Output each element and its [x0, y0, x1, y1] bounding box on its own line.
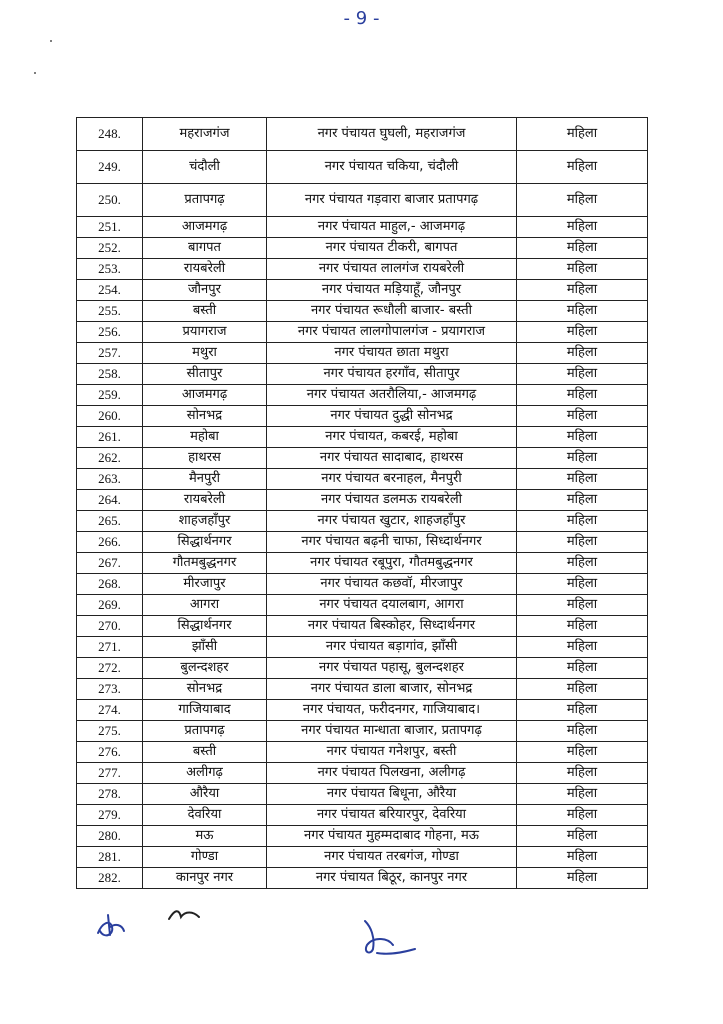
category-cell: महिला [517, 118, 648, 151]
nagar-panchayat-cell: नगर पंचायत चकिया, चंदौली [267, 151, 517, 184]
serial-number-cell: 279. [77, 805, 143, 826]
district-cell: सोनभद्र [143, 406, 267, 427]
table-row [77, 259, 648, 280]
serial-number-cell: 269. [77, 595, 143, 616]
nagar-panchayat-cell: नगर पंचायत पिलखना, अलीगढ़ [267, 763, 517, 784]
district-cell: आगरा [143, 595, 267, 616]
table-row [77, 343, 648, 364]
district-cell: आजमगढ़ [143, 217, 267, 238]
district-cell: बागपत [143, 238, 267, 259]
category-cell: महिला [517, 532, 648, 553]
category-cell: महिला [517, 658, 648, 679]
district-cell: शाहजहाँपुर [143, 511, 267, 532]
nagar-panchayat-cell: नगर पंचायत छाता मथुरा [267, 343, 517, 364]
category-cell: महिला [517, 406, 648, 427]
table-row [77, 151, 648, 184]
table-row [77, 742, 648, 763]
table-row [77, 301, 648, 322]
category-cell: महिला [517, 280, 648, 301]
table-row [77, 700, 648, 721]
district-cell: बस्ती [143, 301, 267, 322]
table-row [77, 385, 648, 406]
serial-number-cell: 264. [77, 490, 143, 511]
serial-number-cell: 259. [77, 385, 143, 406]
table-row [77, 868, 648, 889]
table-row [77, 118, 648, 151]
serial-number-cell: 274. [77, 700, 143, 721]
district-cell: औरैया [143, 784, 267, 805]
signature-left [90, 905, 130, 945]
table-row [77, 658, 648, 679]
table-row [77, 784, 648, 805]
district-cell: रायबरेली [143, 259, 267, 280]
reservation-table [76, 117, 648, 889]
district-cell: प्रतापगढ़ [143, 721, 267, 742]
district-cell: महराजगंज [143, 118, 267, 151]
category-cell: महिला [517, 700, 648, 721]
district-cell: मऊ [143, 826, 267, 847]
nagar-panchayat-cell: नगर पंचायत तरबगंज, गोण्डा [267, 847, 517, 868]
nagar-panchayat-cell: नगर पंचायत मड़ियाहूँ, जौनपुर [267, 280, 517, 301]
table-row [77, 406, 648, 427]
category-cell: महिला [517, 868, 648, 889]
category-cell: महिला [517, 343, 648, 364]
serial-number-cell: 256. [77, 322, 143, 343]
table-row [77, 805, 648, 826]
table-row [77, 721, 648, 742]
nagar-panchayat-cell: नगर पंचायत डलमऊ रायबरेली [267, 490, 517, 511]
nagar-panchayat-cell: नगर पंचायत सादाबाद, हाथरस [267, 448, 517, 469]
serial-number-cell: 250. [77, 184, 143, 217]
table-row [77, 826, 648, 847]
nagar-panchayat-cell: नगर पंचायत बिस्कोहर, सिध्दार्थनगर [267, 616, 517, 637]
serial-number-cell: 278. [77, 784, 143, 805]
serial-number-cell: 251. [77, 217, 143, 238]
nagar-panchayat-cell: नगर पंचायत हरगाँव, सीतापुर [267, 364, 517, 385]
table-row [77, 763, 648, 784]
category-cell: महिला [517, 805, 648, 826]
table-row [77, 637, 648, 658]
nagar-panchayat-cell: नगर पंचायत बड़ागांव, झाँसी [267, 637, 517, 658]
district-cell: बस्ती [143, 742, 267, 763]
serial-number-cell: 280. [77, 826, 143, 847]
nagar-panchayat-cell: नगर पंचायत खुटार, शाहजहाँपुर [267, 511, 517, 532]
table-row [77, 448, 648, 469]
serial-number-cell: 277. [77, 763, 143, 784]
nagar-panchayat-cell: नगर पंचायत, फरीदनगर, गाजियाबाद। [267, 700, 517, 721]
category-cell: महिला [517, 490, 648, 511]
signature-center [345, 915, 425, 960]
serial-number-cell: 257. [77, 343, 143, 364]
district-cell: झाँसी [143, 637, 267, 658]
serial-number-cell: 249. [77, 151, 143, 184]
category-cell: महिला [517, 259, 648, 280]
category-cell: महिला [517, 553, 648, 574]
nagar-panchayat-cell: नगर पंचायत डाला बाजार, सोनभद्र [267, 679, 517, 700]
category-cell: महिला [517, 364, 648, 385]
category-cell: महिला [517, 301, 648, 322]
category-cell: महिला [517, 595, 648, 616]
category-cell: महिला [517, 448, 648, 469]
serial-number-cell: 281. [77, 847, 143, 868]
category-cell: महिला [517, 427, 648, 448]
category-cell: महिला [517, 217, 648, 238]
serial-number-cell: 268. [77, 574, 143, 595]
category-cell: महिला [517, 184, 648, 217]
nagar-panchayat-cell: नगर पंचायत माहुल,- आजमगढ़ [267, 217, 517, 238]
page-number: - 9 - [343, 8, 380, 29]
district-cell: गौतमबुद्धनगर [143, 553, 267, 574]
nagar-panchayat-cell: नगर पंचायत दयालबाग, आगरा [267, 595, 517, 616]
table-row [77, 616, 648, 637]
serial-number-cell: 254. [77, 280, 143, 301]
district-cell: गोण्डा [143, 847, 267, 868]
category-cell: महिला [517, 679, 648, 700]
district-cell: अलीगढ़ [143, 763, 267, 784]
category-cell: महिला [517, 784, 648, 805]
district-cell: आजमगढ़ [143, 385, 267, 406]
category-cell: महिला [517, 151, 648, 184]
nagar-panchayat-cell: नगर पंचायत गड़वारा बाजार प्रतापगढ़ [267, 184, 517, 217]
serial-number-cell: 276. [77, 742, 143, 763]
district-cell: गाजियाबाद [143, 700, 267, 721]
category-cell: महिला [517, 721, 648, 742]
category-cell: महिला [517, 616, 648, 637]
serial-number-cell: 252. [77, 238, 143, 259]
district-cell: सिद्धार्थनगर [143, 532, 267, 553]
serial-number-cell: 248. [77, 118, 143, 151]
table-row [77, 238, 648, 259]
table-row [77, 322, 648, 343]
nagar-panchayat-cell: नगर पंचायत टीकरी, बागपत [267, 238, 517, 259]
district-cell: जौनपुर [143, 280, 267, 301]
district-cell: प्रतापगढ़ [143, 184, 267, 217]
table-row [77, 847, 648, 868]
table-row [77, 532, 648, 553]
district-cell: देवरिया [143, 805, 267, 826]
category-cell: महिला [517, 637, 648, 658]
table-row [77, 217, 648, 238]
nagar-panchayat-cell: नगर पंचायत कछवॉ, मीरजापुर [267, 574, 517, 595]
nagar-panchayat-cell: नगर पंचायत बिठूर, कानपुर नगर [267, 868, 517, 889]
scan-speck [34, 72, 36, 74]
nagar-panchayat-cell: नगर पंचायत बरनाहल, मैनपुरी [267, 469, 517, 490]
district-cell: मथुरा [143, 343, 267, 364]
nagar-panchayat-cell: नगर पंचायत अतरौलिया,- आजमगढ़ [267, 385, 517, 406]
district-cell: कानपुर नगर [143, 868, 267, 889]
nagar-panchayat-cell: नगर पंचायत लालगंज रायबरेली [267, 259, 517, 280]
district-cell: सिद्धार्थनगर [143, 616, 267, 637]
serial-number-cell: 266. [77, 532, 143, 553]
serial-number-cell: 267. [77, 553, 143, 574]
table-row [77, 184, 648, 217]
category-cell: महिला [517, 763, 648, 784]
table-row [77, 490, 648, 511]
serial-number-cell: 255. [77, 301, 143, 322]
serial-number-cell: 263. [77, 469, 143, 490]
signature-mark [165, 905, 205, 925]
nagar-panchayat-cell: नगर पंचायत गनेशपुर, बस्ती [267, 742, 517, 763]
category-cell: महिला [517, 511, 648, 532]
table-row [77, 511, 648, 532]
district-cell: रायबरेली [143, 490, 267, 511]
nagar-panchayat-cell: नगर पंचायत मुहम्मदाबाद गोहना, मऊ [267, 826, 517, 847]
nagar-panchayat-cell: नगर पंचायत, कबरई, महोबा [267, 427, 517, 448]
district-cell: सोनभद्र [143, 679, 267, 700]
table-row [77, 364, 648, 385]
nagar-panchayat-cell: नगर पंचायत बिधूना, औरैया [267, 784, 517, 805]
nagar-panchayat-cell: नगर पंचायत मान्धाता बाजार, प्रतापगढ़ [267, 721, 517, 742]
scan-speck [50, 40, 52, 42]
district-cell: चंदौली [143, 151, 267, 184]
district-cell: महोबा [143, 427, 267, 448]
category-cell: महिला [517, 574, 648, 595]
category-cell: महिला [517, 826, 648, 847]
table-row [77, 574, 648, 595]
district-cell: बुलन्दशहर [143, 658, 267, 679]
district-cell: सीतापुर [143, 364, 267, 385]
serial-number-cell: 270. [77, 616, 143, 637]
serial-number-cell: 262. [77, 448, 143, 469]
category-cell: महिला [517, 385, 648, 406]
district-cell: हाथरस [143, 448, 267, 469]
nagar-panchayat-cell: नगर पंचायत रबूपुरा, गौतमबुद्धनगर [267, 553, 517, 574]
serial-number-cell: 258. [77, 364, 143, 385]
district-cell: प्रयागराज [143, 322, 267, 343]
nagar-panchayat-cell: नगर पंचायत पहासू, बुलन्दशहर [267, 658, 517, 679]
serial-number-cell: 272. [77, 658, 143, 679]
nagar-panchayat-cell: नगर पंचायत दुद्धी सोनभद्र [267, 406, 517, 427]
table-row [77, 427, 648, 448]
category-cell: महिला [517, 742, 648, 763]
district-cell: मैनपुरी [143, 469, 267, 490]
nagar-panchayat-cell: नगर पंचायत घुघली, महराजगंज [267, 118, 517, 151]
serial-number-cell: 271. [77, 637, 143, 658]
category-cell: महिला [517, 322, 648, 343]
category-cell: महिला [517, 469, 648, 490]
category-cell: महिला [517, 847, 648, 868]
table-row [77, 469, 648, 490]
nagar-panchayat-cell: नगर पंचायत बढ़नी चाफा, सिध्दार्थनगर [267, 532, 517, 553]
serial-number-cell: 265. [77, 511, 143, 532]
table-row [77, 595, 648, 616]
nagar-panchayat-cell: नगर पंचायत रूधौली बाजार- बस्ती [267, 301, 517, 322]
nagar-panchayat-cell: नगर पंचायत लालगोपालगंज - प्रयागराज [267, 322, 517, 343]
table-row [77, 280, 648, 301]
serial-number-cell: 253. [77, 259, 143, 280]
table-row [77, 679, 648, 700]
serial-number-cell: 261. [77, 427, 143, 448]
category-cell: महिला [517, 238, 648, 259]
serial-number-cell: 282. [77, 868, 143, 889]
nagar-panchayat-cell: नगर पंचायत बरियारपुर, देवरिया [267, 805, 517, 826]
serial-number-cell: 273. [77, 679, 143, 700]
serial-number-cell: 275. [77, 721, 143, 742]
reservation-table-body [77, 118, 648, 889]
serial-number-cell: 260. [77, 406, 143, 427]
district-cell: मीरजापुर [143, 574, 267, 595]
table-row [77, 553, 648, 574]
